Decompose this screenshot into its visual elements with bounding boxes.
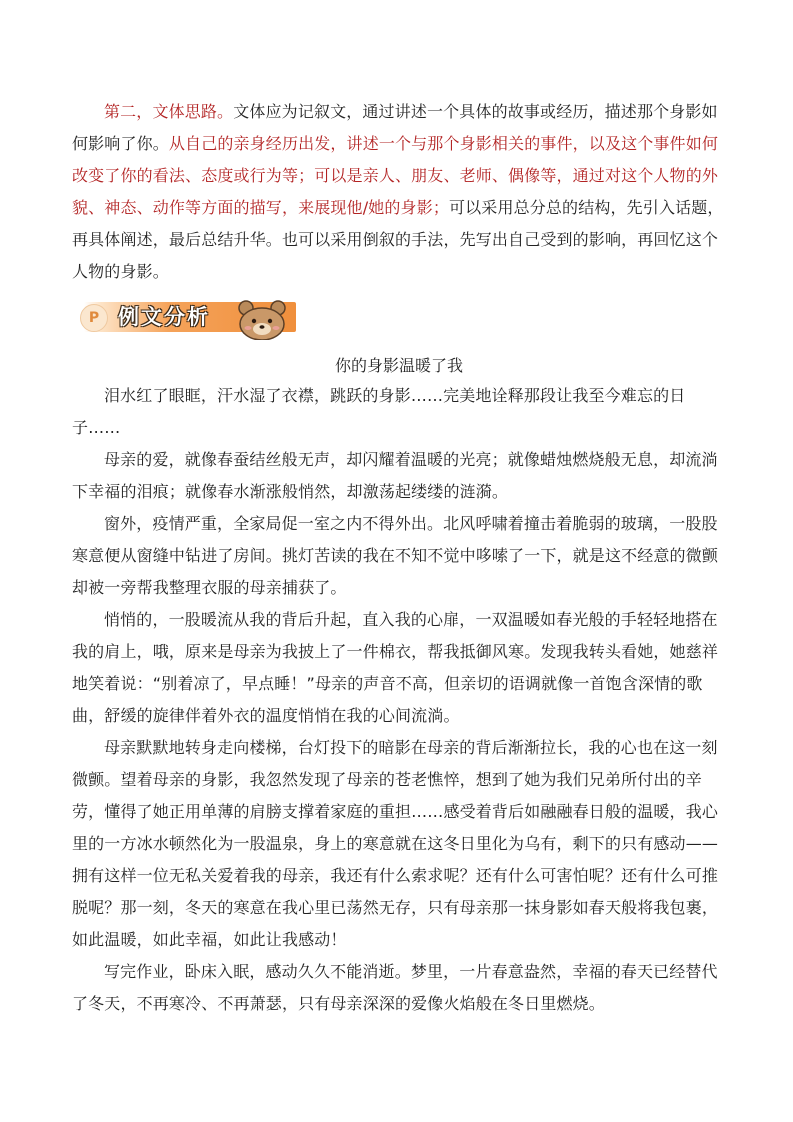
guidance-text-highlight: 从自己的亲身经历出发，讲述一个与那个身影相关的事件，以及这个事件如何改变了你的看法、态度或行为等；可以是亲人、朋友、老师、偶像等，通过对这个人物的外貌、神态、动作等方面的描写，来展现他/她的身影；	[72, 134, 719, 217]
essay-paragraph: 母亲默默地转身走向楼梯，台灯投下的暗影在母亲的背后渐渐拉长，我的心也在这一刻微颤。望着母亲的身影，我忽然发现了母亲的苍老憔悴，想到了她为我们兄弟所付出的辛劳，懂得了她正用单薄的肩膀支撑着家庭的重担……感受着背后如融融春日般的温暖，我心里的一方冰水顿然化为一股温泉，身上的寒意就在这冬日里化为乌有，剩下的只有感动——拥有这样一位无私关爱着我的母亲，我还有什么索求呢？还有什么可害怕呢？还有什么可推脱呢？那一刻，冬天的寒意在我心里已荡然无存，只有母亲那一抹身影如春天般将我包裹，如此温暖，如此幸福，如此让我感动！	[72, 738, 719, 949]
guidance-heading: 第二，文体思路。	[104, 102, 234, 121]
essay-paragraph: 窗外，疫情严重，全家局促一室之内不得外出。北风呼啸着撞击着脆弱的玻璃，一股股寒意便从窗缝中钻进了房间。挑灯苦读的我在不知不觉中哆嗦了一下，就是这不经意的微颤却被一旁帮我整理衣服的母亲捕获了。	[72, 514, 719, 597]
essay-body	[72, 380, 726, 1020]
essay-paragraph: 母亲的爱，就像春蚕结丝般无声，却闪耀着温暖的光亮；就像蜡烛燃烧般无息，却流淌下幸福的泪痕；就像春水渐涨般悄然，却激荡起缕缕的涟漪。	[72, 450, 718, 501]
example-analysis-banner	[84, 296, 296, 340]
writing-guidance-paragraph	[72, 96, 726, 288]
bear-icon	[232, 296, 292, 340]
essay-paragraph: 悄悄的，一股暖流从我的背后升起，直入我的心扉，一双温暖如春光般的手轻轻地搭在我的肩上，哦，原来是母亲为我披上了一件棉衣，帮我抵御风寒。发现我转头看她，她慈祥地笑着说：“别着凉了，早点睡！”母亲的声音不高，但亲切的语调就像一首饱含深情的歌曲，舒缓的旋律伴着外衣的温度悄悄在我的心间流淌。	[72, 610, 719, 725]
guidance-text-1: 文体应为记叙文，通过讲述一个具体的故事或经历，描述那个身影如何影响了你。	[72, 102, 718, 153]
essay-paragraph: 泪水红了眼眶，汗水湿了衣襟，跳跃的身影……完美地诠释那段让我至今难忘的日子……	[72, 386, 686, 437]
essay-title: 你的身影温暖了我	[334, 356, 463, 375]
guidance-text-2: 可以采用总分总的结构，先引入话题，再具体阐述，最后总结升华。也可以采用倒叙的手法，先写出自己受到的影响，再回忆这个人物的身影。	[72, 198, 724, 281]
banner-title: 例文分析	[118, 305, 210, 329]
p-circle-icon: P	[80, 304, 108, 332]
essay-paragraph: 写完作业，卧床入眠，感动久久不能消逝。梦里，一片春意盎然，幸福的春天已经替代了冬天，不再寒冷、不再萧瑟，只有母亲深深的爱像火焰般在冬日里燃烧。	[72, 962, 718, 1013]
